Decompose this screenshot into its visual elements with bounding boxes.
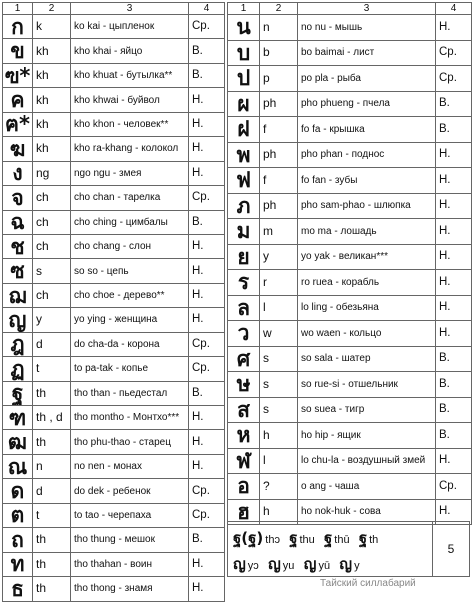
consonant-glyph: ห xyxy=(228,423,260,449)
table-row xyxy=(3,161,225,185)
consonant-glyph: น xyxy=(228,15,260,41)
table-row xyxy=(3,186,225,210)
consonant-class: Н. xyxy=(436,168,472,194)
header-row xyxy=(3,3,225,15)
consonant-name: cho ching - цимбалы xyxy=(71,210,189,234)
consonant-name: ngo ngu - змея xyxy=(71,161,189,185)
consonant-name: yo ying - женщина xyxy=(71,308,189,332)
consonant-class: В. xyxy=(436,346,472,372)
consonant-glyph: ฏ xyxy=(3,357,33,381)
col-header-2: 2 xyxy=(33,3,71,15)
consonant-class: В. xyxy=(436,372,472,398)
table-row xyxy=(228,117,472,143)
transliteration: m xyxy=(260,219,298,245)
consonant-glyph: ย xyxy=(228,244,260,270)
table-row xyxy=(228,270,472,296)
col-header-3: 3 xyxy=(71,3,189,15)
consonant-glyph: ว xyxy=(228,321,260,347)
consonant-class: Н. xyxy=(189,577,225,601)
consonant-name: lo ling - обезьяна xyxy=(298,295,436,321)
transliteration: t xyxy=(33,357,71,381)
transliteration: ph xyxy=(260,142,298,168)
consonant-class: В. xyxy=(189,210,225,234)
consonant-name: cho chang - слон xyxy=(71,234,189,258)
consonant-class: Н. xyxy=(436,219,472,245)
consonant-name: no nen - монах xyxy=(71,454,189,478)
transliteration: n xyxy=(260,15,298,41)
consonant-class: Н. xyxy=(189,88,225,112)
table-row xyxy=(3,112,225,136)
vowel-glyph: ฐ xyxy=(324,529,333,547)
consonant-class: Ср. xyxy=(189,357,225,381)
consonant-class: В. xyxy=(436,117,472,143)
consonant-class: Н. xyxy=(436,321,472,347)
left-consonant-table xyxy=(2,2,225,602)
table-row xyxy=(3,210,225,234)
transliteration: kh xyxy=(33,88,71,112)
tone-number: 5 xyxy=(432,522,469,576)
table-row xyxy=(3,454,225,478)
table-row xyxy=(3,88,225,112)
transliteration: h xyxy=(260,423,298,449)
table-row xyxy=(3,406,225,430)
transliteration: h xyxy=(260,499,298,525)
consonant-name: kho khuat - бутылка** xyxy=(71,63,189,87)
transliteration: k xyxy=(33,15,71,39)
consonant-name: mo ma - лошадь xyxy=(298,219,436,245)
consonant-name: ko kai - цыпленок xyxy=(71,15,189,39)
vowel-line-2 xyxy=(233,552,364,576)
table-row xyxy=(3,63,225,87)
transliteration: th , d xyxy=(33,406,71,430)
consonant-glyph: ฆ xyxy=(3,137,33,161)
consonant-glyph: ด xyxy=(3,479,33,503)
transliteration: l xyxy=(260,448,298,474)
consonant-class: Н. xyxy=(436,244,472,270)
consonant-class: Н. xyxy=(189,283,225,307)
left-table-body xyxy=(3,15,225,602)
consonant-class: Ср. xyxy=(436,474,472,500)
transliteration: ch xyxy=(33,210,71,234)
consonant-class: Н. xyxy=(189,112,225,136)
consonant-name: pho phan - поднос xyxy=(298,142,436,168)
transliteration: d xyxy=(33,479,71,503)
consonant-class: Ср. xyxy=(189,479,225,503)
consonant-glyph: ล xyxy=(228,295,260,321)
table-row xyxy=(228,372,472,398)
transliteration: f xyxy=(260,168,298,194)
consonant-glyph: ฮ xyxy=(228,499,260,525)
transliteration: th xyxy=(33,528,71,552)
consonant-name: tho thong - знамя xyxy=(71,577,189,601)
transliteration: kh xyxy=(33,137,71,161)
consonant-class: Н. xyxy=(189,259,225,283)
table-row xyxy=(3,283,225,307)
right-consonant-table xyxy=(227,2,472,525)
col-header-2: 2 xyxy=(260,3,298,15)
consonant-glyph: บ xyxy=(228,40,260,66)
vowel-reading: yu xyxy=(282,560,295,572)
vowel-reading: thū xyxy=(334,534,350,546)
consonant-name: ro ruea - корабль xyxy=(298,270,436,296)
vowel-glyph: ฐ(ฐ) xyxy=(233,529,264,547)
consonant-class: Н. xyxy=(189,552,225,576)
consonant-name: cho chan - тарелка xyxy=(71,186,189,210)
right-table-body xyxy=(228,15,472,525)
table-row xyxy=(3,15,225,39)
consonant-glyph: ษ xyxy=(228,372,260,398)
table-row xyxy=(3,137,225,161)
consonant-name: so rue-si - отшельник xyxy=(298,372,436,398)
consonant-glyph: ศ xyxy=(228,346,260,372)
table-row xyxy=(228,91,472,117)
consonant-name: tho phu-thao - старец xyxy=(71,430,189,454)
header-row xyxy=(228,3,472,15)
table-row xyxy=(228,474,472,500)
consonant-name: no nu - мышь xyxy=(298,15,436,41)
consonant-class: Ср. xyxy=(436,66,472,92)
consonant-glyph: ณ xyxy=(3,454,33,478)
consonant-name: o ang - чаша xyxy=(298,474,436,500)
table-row xyxy=(3,528,225,552)
consonant-class: Ср. xyxy=(189,15,225,39)
transliteration: s xyxy=(260,397,298,423)
transliteration: t xyxy=(33,503,71,527)
consonant-glyph: ถ xyxy=(3,528,33,552)
consonant-glyph: ธ xyxy=(3,577,33,601)
transliteration: ? xyxy=(260,474,298,500)
consonant-class: Н. xyxy=(189,406,225,430)
consonant-name: kho khon - человек** xyxy=(71,112,189,136)
col-header-1: 1 xyxy=(3,3,33,15)
vowel-reading: y xyxy=(354,560,360,572)
transliteration: kh xyxy=(33,63,71,87)
table-row xyxy=(3,39,225,63)
col-header-4: 4 xyxy=(436,3,472,15)
consonant-name: so sala - шатер xyxy=(298,346,436,372)
table-row xyxy=(3,259,225,283)
consonant-glyph: จ xyxy=(3,186,33,210)
consonant-glyph: ฎ xyxy=(3,332,33,356)
table-row xyxy=(3,552,225,576)
transliteration: th xyxy=(33,577,71,601)
consonant-class: В. xyxy=(189,63,225,87)
transliteration: y xyxy=(33,308,71,332)
transliteration: ch xyxy=(33,186,71,210)
table-row xyxy=(3,577,225,601)
consonant-glyph: ผ xyxy=(228,91,260,117)
transliteration: s xyxy=(260,346,298,372)
consonant-glyph: ญ xyxy=(3,308,33,332)
consonant-class: Н. xyxy=(436,142,472,168)
consonant-name: bo baimai - лист xyxy=(298,40,436,66)
vowel-glyph: ญ xyxy=(303,555,317,573)
table-row xyxy=(228,193,472,219)
consonant-glyph: พ xyxy=(228,142,260,168)
consonant-name: yo yak - великан*** xyxy=(298,244,436,270)
table-row xyxy=(228,219,472,245)
consonant-class: Н. xyxy=(436,193,472,219)
transliteration: n xyxy=(33,454,71,478)
transliteration: ph xyxy=(260,193,298,219)
transliteration: r xyxy=(260,270,298,296)
transliteration: w xyxy=(260,321,298,347)
consonant-class: В. xyxy=(436,397,472,423)
vowel-reading: yū xyxy=(318,560,331,572)
consonant-class: В. xyxy=(189,528,225,552)
transliteration: f xyxy=(260,117,298,143)
consonant-class: В. xyxy=(436,91,472,117)
consonant-class: Н. xyxy=(189,430,225,454)
consonant-name: to pa-tak - копье xyxy=(71,357,189,381)
caption: Тайский силлабарий xyxy=(320,578,416,589)
consonant-class: Н. xyxy=(436,295,472,321)
table-row xyxy=(228,142,472,168)
transliteration: s xyxy=(33,259,71,283)
consonant-glyph: ซ xyxy=(3,259,33,283)
consonant-name: pho phueng - пчела xyxy=(298,91,436,117)
consonant-name: tho montho - Монтхо*** xyxy=(71,406,189,430)
vowel-glyph: ฐ xyxy=(358,529,368,547)
transliteration: th xyxy=(33,430,71,454)
table-row xyxy=(228,397,472,423)
consonant-glyph: ฅ* xyxy=(3,112,33,136)
vowel-glyph: ญ xyxy=(339,555,353,573)
consonant-glyph: อ xyxy=(228,474,260,500)
consonant-class: Н. xyxy=(189,137,225,161)
vowel-glyph: ฐ xyxy=(289,529,298,547)
table-row xyxy=(228,448,472,474)
consonant-glyph: ค xyxy=(3,88,33,112)
consonant-glyph: ป xyxy=(228,66,260,92)
vowel-reading: thɔ xyxy=(265,534,280,546)
consonant-name: so so - цепь xyxy=(71,259,189,283)
transliteration: y xyxy=(260,244,298,270)
transliteration: ph xyxy=(260,91,298,117)
table-row xyxy=(3,357,225,381)
transliteration: th xyxy=(33,552,71,576)
transliteration: p xyxy=(260,66,298,92)
transliteration: kh xyxy=(33,39,71,63)
consonant-class: Н. xyxy=(436,448,472,474)
table-row xyxy=(3,479,225,503)
table-row xyxy=(228,295,472,321)
col-header-4: 4 xyxy=(189,3,225,15)
table-row xyxy=(228,168,472,194)
consonant-name: tho than - пьедестал xyxy=(71,381,189,405)
consonant-name: do dek - ребенок xyxy=(71,479,189,503)
consonant-name: fo fan - зубы xyxy=(298,168,436,194)
consonant-name: kho khai - яйцо xyxy=(71,39,189,63)
col-header-3: 3 xyxy=(298,3,436,15)
consonant-name: kho khwai - буйвол xyxy=(71,88,189,112)
consonant-class: Н. xyxy=(189,454,225,478)
consonant-class: В. xyxy=(189,39,225,63)
consonant-class: В. xyxy=(436,423,472,449)
consonant-class: В. xyxy=(189,381,225,405)
table-row xyxy=(3,234,225,258)
vowel-reading: th xyxy=(369,534,379,546)
consonant-glyph: ม xyxy=(228,219,260,245)
consonant-name: tho thung - мешок xyxy=(71,528,189,552)
transliteration: b xyxy=(260,40,298,66)
transliteration: l xyxy=(260,295,298,321)
consonant-glyph: ก xyxy=(3,15,33,39)
table-row xyxy=(228,66,472,92)
consonant-glyph: ฝ xyxy=(228,117,260,143)
consonant-glyph: ต xyxy=(3,503,33,527)
consonant-glyph: ฑ xyxy=(3,406,33,430)
table-row xyxy=(228,321,472,347)
consonant-name: ho nok-huk - сова xyxy=(298,499,436,525)
consonant-glyph: ท xyxy=(3,552,33,576)
table-row xyxy=(228,15,472,41)
consonant-name: kho ra-khang - колокол xyxy=(71,137,189,161)
consonant-glyph: ร xyxy=(228,270,260,296)
consonant-class: Ср. xyxy=(189,186,225,210)
consonant-class: Н. xyxy=(436,15,472,41)
consonant-glyph: ช xyxy=(3,234,33,258)
col-header-1: 1 xyxy=(228,3,260,15)
consonant-glyph: ฐ xyxy=(3,381,33,405)
consonant-class: Н. xyxy=(189,234,225,258)
consonant-name: ho hip - ящик xyxy=(298,423,436,449)
transliteration: ch xyxy=(33,234,71,258)
consonant-glyph: ฟ xyxy=(228,168,260,194)
consonant-class: Н. xyxy=(436,270,472,296)
consonant-name: cho choe - дерево** xyxy=(71,283,189,307)
consonant-glyph: ฬ xyxy=(228,448,260,474)
consonant-name: wo waen - кольцо xyxy=(298,321,436,347)
table-row xyxy=(228,346,472,372)
consonant-name: so suea - тигр xyxy=(298,397,436,423)
consonant-name: do cha-da - корона xyxy=(71,332,189,356)
transliteration: kh xyxy=(33,112,71,136)
vowel-glyph: ญ xyxy=(268,555,281,573)
vowel-reading: yɔ xyxy=(247,560,259,572)
table-row xyxy=(3,503,225,527)
vowel-line-1 xyxy=(233,526,382,550)
table-row xyxy=(3,308,225,332)
table-row xyxy=(3,381,225,405)
transliteration: ng xyxy=(33,161,71,185)
table-row xyxy=(3,430,225,454)
table-row xyxy=(3,332,225,356)
consonant-name: to tao - черепаха xyxy=(71,503,189,527)
consonant-class: Ср. xyxy=(189,332,225,356)
consonant-class: Н. xyxy=(436,499,472,525)
consonant-glyph: ฃ* xyxy=(3,63,33,87)
consonant-glyph: ฌ xyxy=(3,283,33,307)
transliteration: s xyxy=(260,372,298,398)
consonant-glyph: ภ xyxy=(228,193,260,219)
vowel-glyph: ญ xyxy=(233,555,246,573)
consonant-name: pho sam-phao - шлюпка xyxy=(298,193,436,219)
consonant-class: Ср. xyxy=(189,503,225,527)
consonant-glyph: ข xyxy=(3,39,33,63)
table-row xyxy=(228,40,472,66)
consonant-glyph: ฉ xyxy=(3,210,33,234)
consonant-class: Н. xyxy=(189,161,225,185)
vowel-reading: thu xyxy=(299,534,315,546)
consonant-glyph: ฒ xyxy=(3,430,33,454)
transliteration: ch xyxy=(33,283,71,307)
consonant-glyph: ง xyxy=(3,161,33,185)
consonant-class: Н. xyxy=(189,308,225,332)
transliteration: d xyxy=(33,332,71,356)
consonant-name: tho thahan - воин xyxy=(71,552,189,576)
consonant-name: fo fa - крышка xyxy=(298,117,436,143)
table-row xyxy=(228,423,472,449)
consonant-class: Ср. xyxy=(436,40,472,66)
transliteration: th xyxy=(33,381,71,405)
consonant-name: po pla - рыба xyxy=(298,66,436,92)
consonant-name: lo chu-la - воздушный змей xyxy=(298,448,436,474)
consonant-glyph: ส xyxy=(228,397,260,423)
table-row xyxy=(228,244,472,270)
vowel-examples-box xyxy=(227,521,470,577)
